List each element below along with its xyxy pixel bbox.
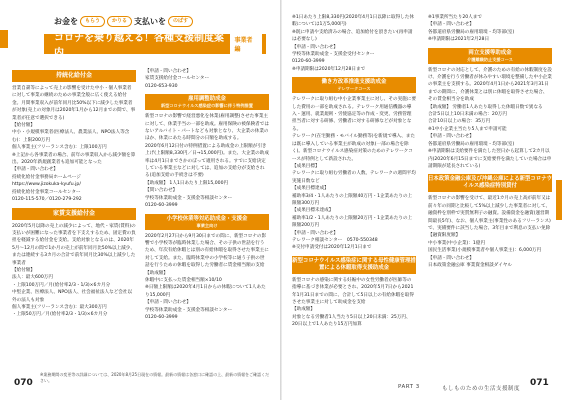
section-title-employment-adjust: 雇用調整助成金 [188, 96, 226, 103]
section-body-employment-adjust: 新型コロナの影響で経営悪化を休業(雇用調整)させた事業主に対して、休業手当の一部を助成。雇用保険の被保険者ではないアルバイト・パートなども対象となり、大企業の休業のほか、休業にあたる時間分の日額を助成する。 2020年6月12日付の特例措置による助成金の上限額が引き上げ(上限額8,330円／日→15,000円)。また、大企業の助成率は4月1日までさかのぼって適用される。すでに支給決定している事業主などに対しては、追加の支給分が支給される(追加支給の手続きは不要) 【助成額】 1人1日あたり上限15,000円 【問い合わせ】 学校等休業助成金・支援金等相談センター 0120-60-3999 [145, 114, 269, 209]
running-head: もしものための生活支援制度 [442, 386, 521, 392]
left-page [0, 0, 280, 400]
section-sub-care-leave: 介護離職防止支援コース [467, 56, 513, 62]
section-title-care-leave: 両立支援等助成金 [468, 49, 512, 56]
left-side-tab [0, 30, 8, 48]
left-page-number: 070 [14, 378, 33, 388]
header-verb-receive: もらう [80, 16, 105, 27]
section-body-sustain-subsidy: 営業自粛等によって売上の影響を受けた中小・個人事業者に対して事業の継続のための事業全般に広く使える給付金。月間事業収入が前年同月比50%以下に減少した事業者が対象(売上の対象月は2020年1月から12月までの間で、事業者が任意で選択できる) 【給付額】 中小・小規模事業者(医療法人、農業法人、NPO法人等含む)：上限200万円 個人事業主(フリーランス含む)：上限100万円 ※上記から各事業者の場合、前年の事業収入から減少額を算出。2020年新規創業者も追加可能となった 【申請・問い合わせ】 持続化給付金事務局ホームページ https://www.jizokuka-kyufu.jp/ 持続化給付金事業コールセンター 0120-115-570／0120-279-292 [12, 86, 136, 203]
section-header-jfc-loan: 日本政策金融公庫及び沖縄公庫による新型コロナウイルス感染症特別貸付 [428, 174, 552, 192]
section-body-jfc-loan: 新型コロナの影響を受けて、最近1カ月の売上高が前年又は前々年の同期と比較して5%以上減少した事業者に対して、融資枠を別枠で実質無利子の融資。設備資金を融資(運営期間最長5年)、なお、個人事業主(事業性のあるフリーランス)で、実績要件に該当した場合、3年目まで利息の支払い免除 【融資限度額】 中小事業(中小企業)：1億円 国民生活事業(小規模事業者や個人事業主)：6,000万円 【申請・問い合わせ】 日本政策金融公庫 事業資金相談ダイヤル [428, 196, 551, 268]
left-footnote: ※業務期間の変更等の詳細については、2020年8月25日現在の情報。最新の情報は各窓口に確認の上、最新の情報をご確認ください。 [40, 372, 270, 383]
section-body-care-leave: 新型コロナの対応として、介護のための有給の休暇制度を設け、介護を行う労働者が休みやすい環境を整備した中小企業の事業主を支援する。2020年4月1日から2021年3月31日までの期間に、介護休業とは別に休暇を取得させた場合、その賃金相当分を助成 [428, 67, 552, 103]
right-col2-intro: ※1事業所当たり20人まで 【申請・問い合わせ】 各都道府県労働局の雇用環境・均等部(室) ※申請期限は2021年2月28日 [428, 15, 515, 43]
section-header-school-closure [145, 214, 269, 230]
section-body-telework: テレワークに取り組む中小企業事業主に対し、その実施に要した費用の一部を助成される。テレワーク用通信機器の導入・運用、就業規則・労使協定等の作成・変更、労務管理担当者に対する研修、労働者に対する研修などが対象となる。 テレワーク(在宅勤務・モバイル勤務等)を新規で導入、または既に導入している事業主が助成の対象(一部の場合を除く)。新型コロナウイルス感染症対策のためのテレワークコースが特例として新設された。 【成果目標】 テレワークに取り組む労働者の人数、テレワークの週間平均実施日数など 【成果目標達成】 補助率3/4・1人あたりの上限額40万円・1企業あたりの上限額300万円 【成果目標未達成】 補助率1/2・1人あたりの上限額20万円・1企業あたりの上限額200万円 【申請・問い合わせ】 テレワーク相談センター 0570-550348 ※交付申請受付は2020年12月1日まで [292, 97, 416, 251]
right-col1-intro: ※1日あたり上限8,330円(2020年4月1日以降に取得した休暇については1万5,000円) ※既に申請や支給済みの場合、追加給付を頂きたい(再申請は必要なし) 【申請・問い合わせ】 学校等休業助成金・支援金受付センター 0120-60-3999 ※申請期限は2020年12月28日まで [292, 15, 414, 72]
left-column-2 [145, 68, 269, 321]
header-mid: 支払いを [134, 17, 167, 26]
section-header-employment-adjust [145, 94, 269, 110]
right-side-tab [556, 180, 562, 220]
right-page [282, 0, 562, 400]
left-column-1 [12, 68, 136, 319]
title-tag: 事業者編 [230, 34, 262, 54]
section-sub-employment-adjust: 新型コロナウイルス感染症の影響に伴う特例措置 [161, 103, 253, 109]
header-tagline [54, 16, 193, 27]
section-sub-school-closure: 事業主向け [196, 222, 218, 228]
title-bar [44, 33, 266, 59]
rent-contact: 【申請・問い合わせ】 家賃支援給付金コールセンター 0120-653-930 [145, 69, 210, 89]
part-label: PART 3 [398, 384, 420, 390]
right-page-number: 071 [530, 378, 549, 388]
section-header-care-leave [428, 48, 552, 64]
section-sub-telework: テレワークコース [337, 86, 371, 92]
header-verb-defer: のばす [168, 16, 193, 27]
section-header-rent-subsidy: 家賃支援給付金 [12, 208, 136, 220]
section-header-telework [292, 77, 416, 93]
header-money: お金を [54, 17, 78, 26]
section-header-maternity-leave: 新型コロナウイルス感染症に関する母性健康管理措置による休暇取得支援助成金 [292, 256, 416, 274]
section-body-school-closure: 2020年2月27日から9月30日までの間に、新型コロナの影響で小学校等が臨時休業した場合、その子供の世話を行うため、年次有給休暇とは別の有給休暇を取得させた事業主に対して支給。また、臨時休業中の小学校等に通う子供の世話を行うための休暇を取得した労働者に賃金相当額の支給 【助成額】 休暇中に支払った賃金相当額×10/10 ※日額上限額は2020年4月1日からの休暇について1人あたり15,000円 【申請・問い合わせ】 学校等休業助成金・支援金等相談センター 0120-60-3999 [145, 233, 269, 320]
right-column-1 [292, 14, 416, 329]
header-verb-borrow: かりる [107, 16, 132, 27]
section-grant-care-leave: 【助成額】 労働者1人あたり取得した休暇日数で異なる 合計5日以上10日未満の場合：20万円 合計10日以上の場合：35万円 ※1中小企業主当たり5人まで申請可能 【申請・問い合わせ】 各都道府県労働局の雇用環境・均等部(室) ※申請期限は支給要件を満たした翌日から起算して2カ月以内(2020年6月15日までに支給要件を満たしていた場合は申請期限が延長されている) [428, 104, 552, 169]
section-title-telework: 働き方改革推進支援助成金 [321, 79, 387, 86]
section-header-sustain-subsidy: 持続化給付金 [12, 70, 136, 82]
right-column-2 [428, 14, 552, 269]
page-title: コロナを乗り越える！各種支援制度案内 [54, 33, 224, 59]
section-body-rent-subsidy: 2020年5月以降の売上の減少によって、地代・家賃(賃料)の支払いが困難になった事業者を下支えするため、固定費の負担を軽減する給付金を支給。支給対象となるのは、2020年5月〜12月の間で1か月の売上が前年同月比50%以上減少、または連続する3カ月の合計で前年同月比30%以上減少した事業者 【給付額】 法人：最大600万円 ・上限100万円／月(給付率2/3・1/3)×6カ月分 中堅企業、医療法人、NPO法人、社会福祉法人など会社以外の法人も対象 個人事業主(フリーランス含む)：最大300万円 ・上限50万円／月(給付率2/3・1/3)×6カ月分 [12, 223, 136, 318]
section-title-school-closure: 小学校休業等対応助成金・支援金 [166, 215, 248, 222]
section-body-maternity-leave: 新型コロナの感染に関する妊娠中の女性労働者が医師等の指導に基づき休業が必要とされ、2020年5月7日から2021年1月31日までの間に、合計して5日以上の有給休暇を取得させた事業主に対して助成金を支給 【助成額】 対象となる労働者1人当たり5日以上20日未満：25万円、20日以上で1人あたり15万円加算 [292, 277, 414, 328]
